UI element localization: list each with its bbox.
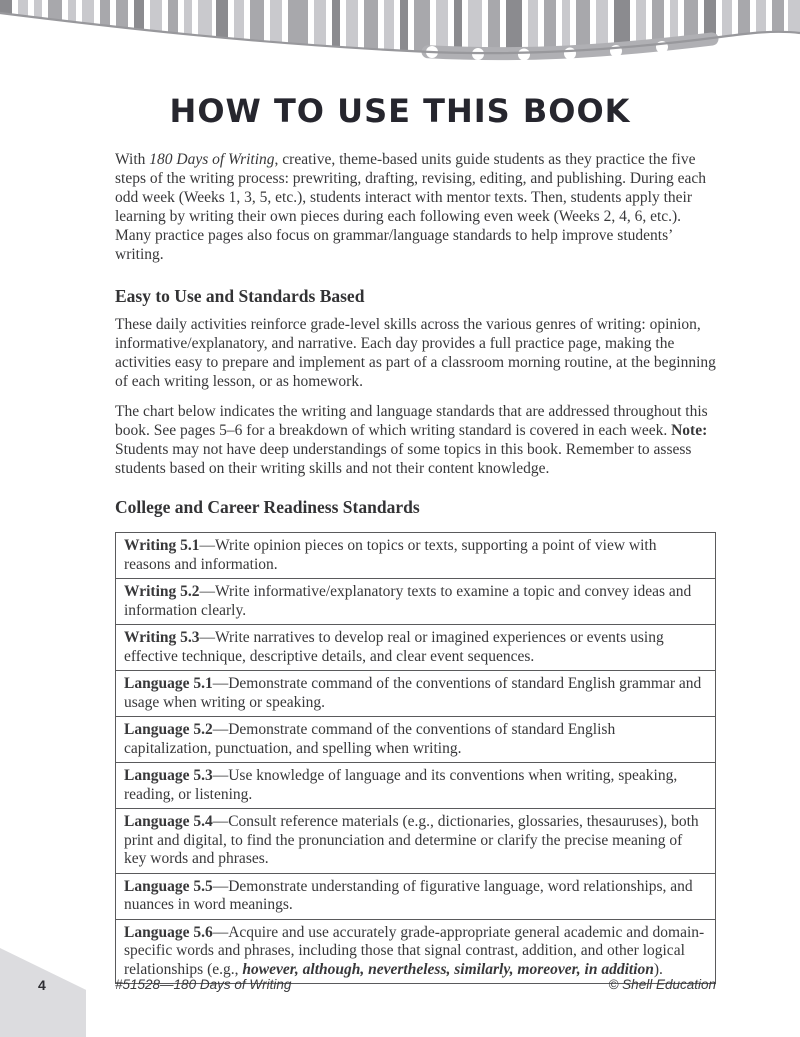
- standard-cell: [116, 873, 716, 919]
- standard-description: —Write informative/explanatory texts to examine a topic and convey ideas and information clearly.: [124, 583, 692, 619]
- standards-table-body: [116, 533, 716, 984]
- standard-description: —Consult reference materials (e.g., dictionaries, glossaries, thesauruses), both print and digital, to find the pronunciation and determine or clarify the precise meaning of key words and phrases.: [124, 813, 699, 867]
- standard-description: —Acquire and use accurately grade-appropriate general academic and domain-specific words and phrases, including those that signal contrast, addition, and other logical relationships (e.g., however, although, nevertheless, similarly, moreover, in addition).: [124, 923, 705, 978]
- standard-label: Writing 5.1: [124, 537, 200, 554]
- standard-label: Language 5.5: [124, 877, 213, 895]
- striped-top-border-decoration: [0, 0, 800, 70]
- intro-paragraph: With 180 Days of Writing, creative, theme-based units guide students as they practice the five steps of the writing process: prewriting, drafting, revising, editing, and publishing. During each odd week (Weeks 1, 3, 5, etc.), students interact with mentor texts. Then, students apply their learning by writing their own pieces during each following even week (Weeks 2, 4, 6, etc.). Many practice pages also focus on grammar/language standards to help improve students’ writing.: [115, 151, 707, 263]
- table-row: [116, 717, 716, 763]
- table-row: [116, 809, 716, 874]
- standard-description: —Use knowledge of language and its conventions when writing, speaking, reading, or listening.: [124, 767, 678, 803]
- standard-label: Language 5.4: [124, 813, 213, 830]
- section-heading-easy-to-use: Easy to Use and Standards Based: [115, 286, 365, 306]
- standard-label: Writing 5.2: [124, 583, 200, 600]
- standard-cell: [116, 533, 716, 579]
- standard-cell: [116, 671, 716, 717]
- footer-book-id: #51528—180 Days of Writing: [115, 977, 292, 992]
- standard-label: Language 5.1: [124, 675, 213, 692]
- standard-cell: [116, 809, 716, 874]
- standard-description: —Write narratives to develop real or imagined experiences or events using effective technique, descriptive details, and clear event sequences.: [124, 629, 664, 665]
- standard-description: —Demonstrate understanding of figurative language, word relationships, and nuances in word meanings.: [124, 877, 693, 913]
- table-row: [116, 533, 716, 579]
- footer-copyright: © Shell Education: [608, 977, 716, 992]
- standard-description: —Demonstrate command of the conventions of standard English capitalization, punctuation, and spelling when writing.: [124, 721, 616, 757]
- table-row: [116, 625, 716, 671]
- main-content: [115, 150, 716, 984]
- standard-cell: [116, 717, 716, 763]
- standard-label: Language 5.2: [124, 721, 213, 738]
- standard-cell: [116, 625, 716, 671]
- standard-description: —Write opinion pieces on topics or texts, supporting a point of view with reasons and information.: [124, 537, 657, 573]
- standard-cell: [116, 579, 716, 625]
- chart-note-paragraph: The chart below indicates the writing and language standards that are addressed throughout this book. See pages 5–6 for a breakdown of which writing standard is covered in each week. Note: Students may not have deep understandings of some topics in this book. Remember to assess students based on their writing skills and not their content knowledge.: [115, 403, 708, 477]
- standard-cell: [116, 919, 716, 984]
- page-title: HOW TO USE THIS BOOK: [169, 92, 631, 130]
- table-row: [116, 919, 716, 984]
- standards-table: [115, 532, 716, 984]
- section-heading-ccrs: College and Career Readiness Standards: [115, 497, 420, 517]
- standard-cell: [116, 763, 716, 809]
- table-row: [116, 873, 716, 919]
- stripe-group: [0, 0, 800, 70]
- standard-label: Language 5.6: [124, 923, 213, 941]
- table-row: [116, 763, 716, 809]
- standard-label: Writing 5.3: [124, 629, 200, 646]
- page-number: 4: [38, 977, 46, 993]
- easy-to-use-paragraph: These daily activities reinforce grade-level skills across the various genres of writing: opinion, informative/explanatory, and narrative. Each day provides a full practice page, making the activities easy to prepare and implement as part of a classroom morning routine, at the beginning of each writing lesson, or as homework.: [115, 316, 716, 390]
- table-row: [116, 671, 716, 717]
- standard-description: —Demonstrate command of the conventions of standard English grammar and usage when writing or speaking.: [124, 675, 702, 711]
- standard-label: Language 5.3: [124, 767, 213, 784]
- table-row: [116, 579, 716, 625]
